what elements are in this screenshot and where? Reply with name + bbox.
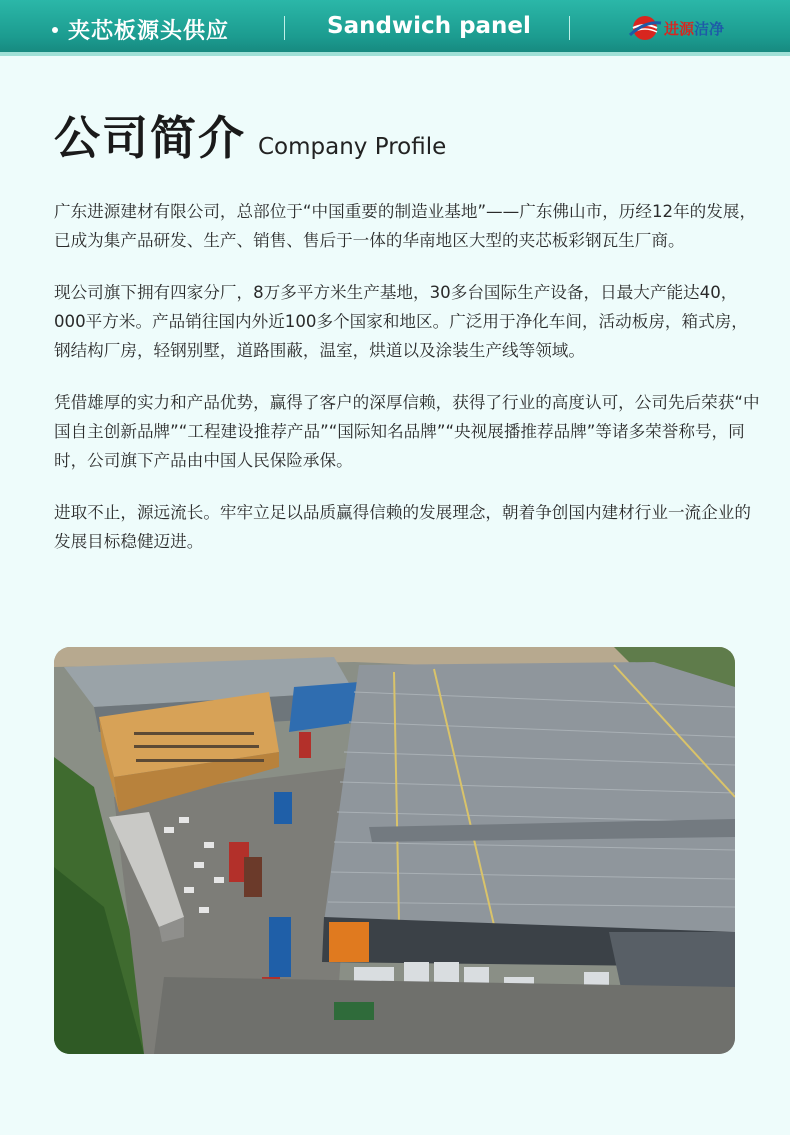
header-divider-left	[284, 16, 285, 40]
company-profile-text	[54, 197, 764, 579]
heading-chinese: 公司简介	[54, 111, 246, 165]
heading-english: Company Profile	[258, 134, 447, 160]
globe-logo-icon	[628, 13, 662, 43]
header-bar	[0, 0, 790, 56]
paragraph-capacity: 现公司旗下拥有四家分厂，8万多平方米生产基地，30多台国际生产设备，日最大产能达40，000平方米。产品销往国内外近100多个国家和地区。广泛用于净化车间，活动板房，箱式房，钢结构厂房，轻钢别墅，道路围蔽，温室，烘道以及涂装生产线等领域。	[54, 283, 748, 360]
paragraph-vision: 进取不止，源远流长。牢牢立足以品质赢得信赖的发展理念，朝着争创国内建材行业一流企业的发展目标稳健迈进。	[54, 503, 751, 551]
paragraph-intro: 广东进源建材有限公司，总部位于“中国重要的制造业基地”——广东佛山市，历经12年的发展，已成为集产品研发、生产、销售、售后于一体的华南地区大型的夹芯板彩钢瓦生厂商。	[54, 202, 757, 250]
section-heading	[54, 112, 446, 164]
header-title-left	[52, 14, 229, 45]
factory-aerial-photo	[54, 647, 735, 1054]
factory-illustration	[54, 647, 735, 1054]
brand-logo	[628, 12, 724, 44]
header-title-center: Sandwich panel	[327, 13, 531, 39]
bullet-dot-icon	[52, 27, 58, 33]
logo-text: 进源洁净	[664, 19, 725, 38]
header-title-text: 夹芯板源头供应	[68, 19, 230, 44]
header-divider-right	[569, 16, 570, 40]
paragraph-honors: 凭借雄厚的实力和产品优势，赢得了客户的深厚信赖，获得了行业的高度认可，公司先后荣获“中国自主创新品牌”“工程建设推荐产品”“国际知名品牌”“央视展播推荐品牌”等诸多荣誉称号，同时，公司旗下产品由中国人民保险承保。	[54, 393, 760, 470]
